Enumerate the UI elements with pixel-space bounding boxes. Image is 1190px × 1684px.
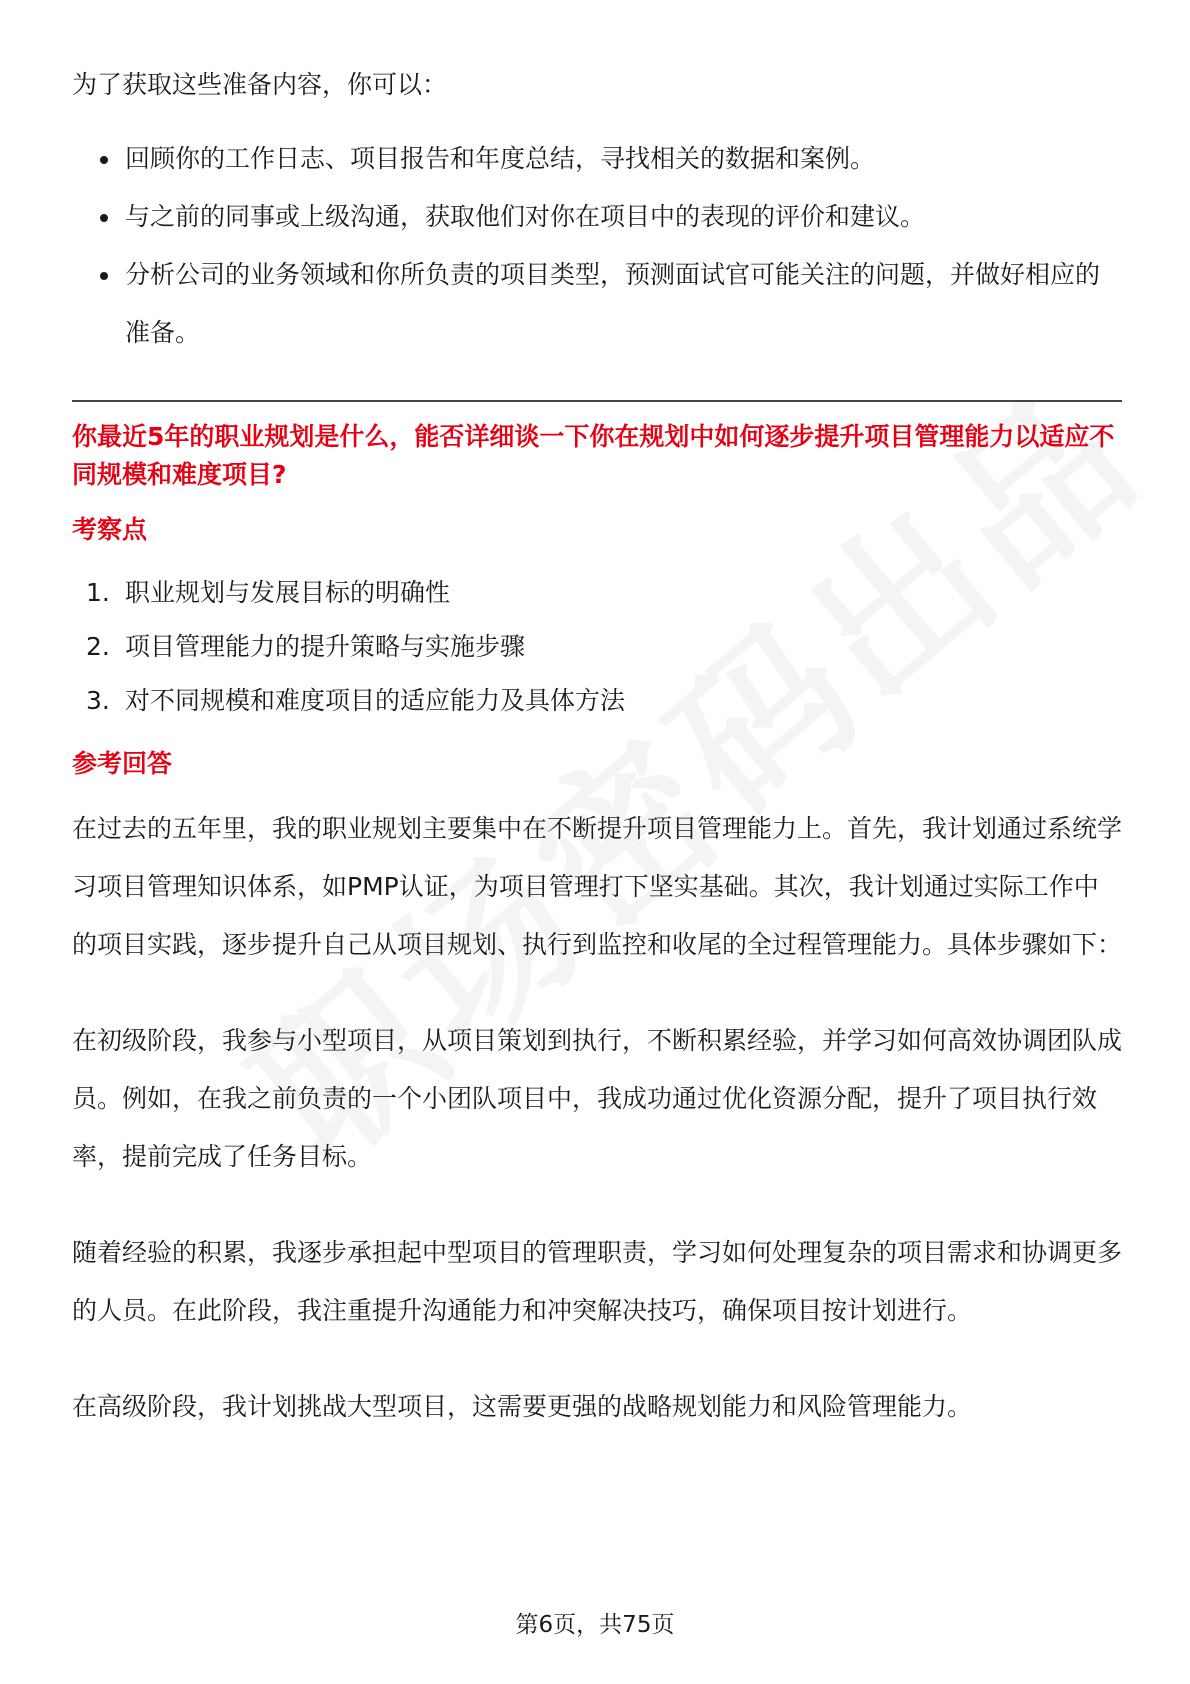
- item-text: 对不同规模和难度项目的适应能力及具体方法: [125, 686, 626, 715]
- page-footer: 第6页，共75页: [515, 1612, 675, 1638]
- answer-section-title: 参考回答: [72, 749, 173, 778]
- preparation-list: [72, 130, 1122, 362]
- intro-text: 为了获取这些准备内容，你可以：: [72, 70, 448, 99]
- item-text: 项目管理能力的提升策略与实施步骤: [125, 632, 526, 661]
- list-item: [72, 674, 1122, 728]
- item-number: 3.: [86, 686, 110, 715]
- answer-paragraph: 在过去的五年里，我的职业规划主要集中在不断提升项目管理能力上。首先，我计划通过系统学习项目管理知识体系，如PMP认证，为项目管理打下坚实基础。其次，我计划通过实际工作中的项目实践，逐步提升自己从项目规划、执行到监控和收尾的全过程管理能力。具体步骤如下：: [72, 814, 1123, 959]
- section-divider: [72, 400, 1122, 402]
- list-item: 与之前的同事或上级沟通，获取他们对你在项目中的表现的评价和建议。: [72, 188, 1122, 246]
- list-item: 分析公司的业务领域和你所负责的项目类型，预测面试官可能关注的问题，并做好相应的准备。: [72, 246, 1122, 362]
- answer-paragraph: 在高级阶段，我计划挑战大型项目，这需要更强的战略规划能力和风险管理能力。: [72, 1392, 973, 1421]
- item-text: 职业规划与发展目标的明确性: [125, 578, 451, 607]
- focus-points-list: [72, 566, 1122, 728]
- item-number: 1.: [86, 578, 110, 607]
- answer-body: [72, 800, 1122, 1436]
- answer-paragraph: 在初级阶段，我参与小型项目，从项目策划到执行，不断积累经验，并学习如何高效协调团队成员。例如，在我之前负责的一个小团队项目中，我成功通过优化资源分配，提升了项目执行效率，提前完成了任务目标。: [72, 1026, 1123, 1171]
- item-number: 2.: [86, 632, 110, 661]
- list-item: 回顾你的工作日志、项目报告和年度总结，寻找相关的数据和案例。: [72, 130, 1122, 188]
- list-item: [72, 620, 1122, 674]
- document-body: [72, 56, 1122, 1474]
- focus-section-title: 考察点: [72, 515, 148, 544]
- question-heading: 你最近5年的职业规划是什么，能否详细谈一下你在规划中如何逐步提升项目管理能力以适应不同规模和难度项目?: [72, 422, 1115, 489]
- answer-paragraph: 随着经验的积累，我逐步承担起中型项目的管理职责，学习如何处理复杂的项目需求和协调更多的人员。在此阶段，我注重提升沟通能力和冲突解决技巧，确保项目按计划进行。: [72, 1238, 1123, 1325]
- list-item: [72, 566, 1122, 620]
